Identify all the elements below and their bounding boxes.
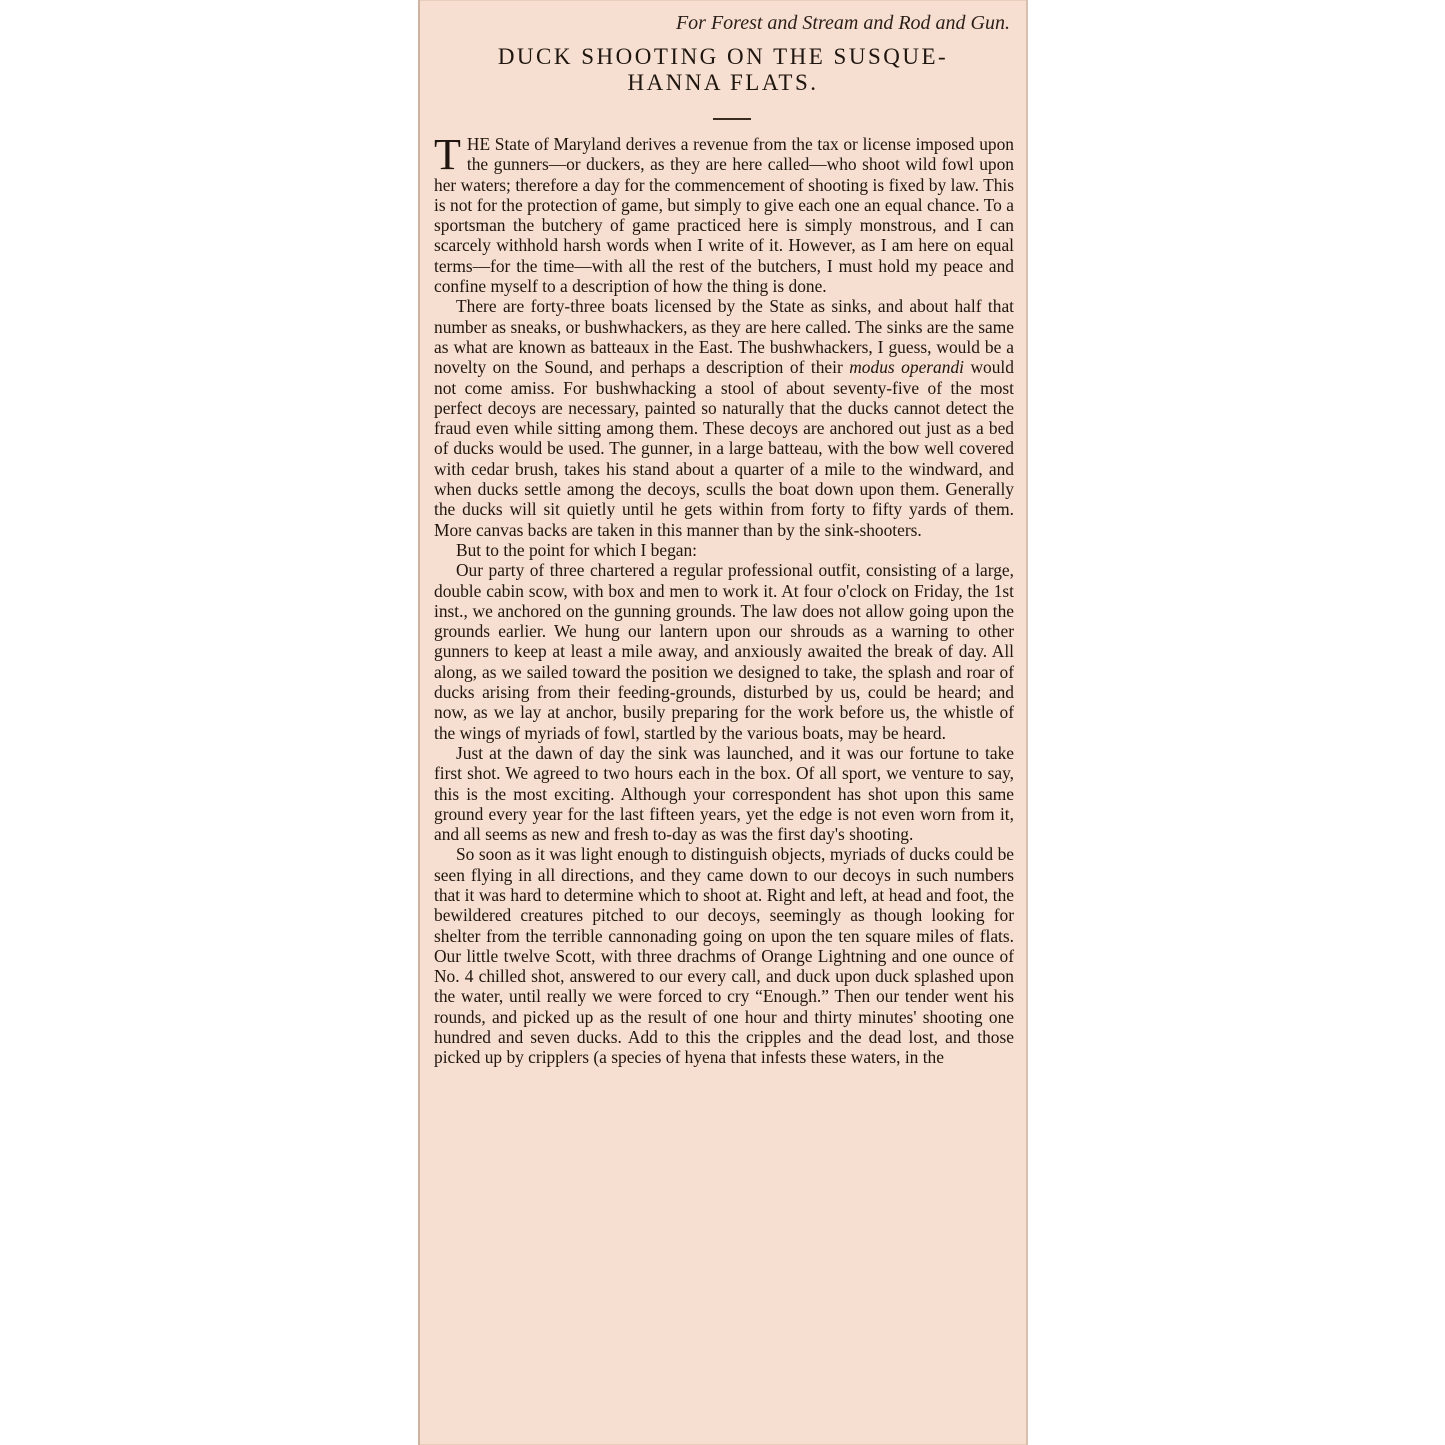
paragraph-4: Our party of three chartered a regular professional outfit, consisting of a large, double cabin scow, with box and men to work it. At four o'clock on Friday, the 1st inst., we anchored on the gunning grounds. The law does not allow going upon the grounds earlier. We hung our lantern upon our shrouds as a warning to other gunners to keep at least a mile away, and anxiously awaited the break of day. All along, as we sailed toward the position we designed to take, the splash and roar of ducks arising from their feeding-grounds, disturbed by us, could be heard; and now, as we lay at anchor, busily preparing for the work before us, the whistle of the wings of myriads of fowl, startled by the various boats, may be heard.: [434, 560, 1014, 743]
paragraph-2-text-b: would not come amiss. For bushwhacking a stool of about seventy-five of the most perfect decoys are necessary, painted so naturally that the ducks cannot detect the fraud even while sitting among them. These decoys are anchored out just as a bed of ducks would be used. The gunner, in a large batteau, with the bow well covered with cedar brush, takes his stand about a quarter of a mile to the windward, and when ducks settle among the decoys, sculls the boat down upon them. Generally the ducks will sit quietly until he gets within from forty to fifty yards of them. More canvas backs are taken in this manner than by the sink-shooters.: [434, 357, 1014, 540]
headline-divider: [713, 118, 751, 120]
paragraph-1-text: HE State of Maryland derives a revenue from the tax or license imposed upon the gunners—or duckers, as they are here called—who shoot wild fowl upon her waters; therefore a day for the commencement of shooting is fixed by law. This is not for the protection of game, but simply to give each one an equal chance. To a sportsman the butchery of game practiced here is simply monstrous, and I can scarcely withhold harsh words when I write of it. However, as I am here on equal terms—for the time—with all the rest of the butchers, I must hold my peace and confine myself to a description of how the thing is done.: [434, 134, 1014, 297]
article-body: [434, 130, 1014, 1068]
paragraph-3: But to the point for which I began:: [456, 539, 698, 560]
newspaper-clipping: [418, 0, 1028, 1445]
headline-line-2: HANNA FLATS.: [627, 70, 819, 95]
paragraph-2-text-a: There are forty-three boats licensed by the State as sinks, and about half that number as sneaks, or bushwhackers, as they are here called. The sinks are the same as what are known as batteaux in the East. The bushwhackers, I guess, would be a novelty on the Sound, and perhaps a description of their: [434, 296, 1014, 378]
drop-cap: T: [434, 130, 461, 179]
paragraph-2: [434, 296, 1014, 540]
paragraph-2-italic: modus operandi: [849, 357, 964, 378]
paragraph-1: [434, 130, 1014, 297]
paragraph-5: Just at the dawn of day the sink was launched, and it was our fortune to take first shot. We agreed to two hours each in the box. Of all sport, we venture to say, this is the most exciting. Although your correspondent has shot upon this same ground every year for the last fifteen years, yet the edge is not even worn from it, and all seems as new and fresh to-day as was the first day's shooting.: [434, 742, 1014, 845]
source-credit: For Forest and Stream and Rod and Gun.: [675, 12, 1010, 34]
article-headline: [418, 44, 1028, 96]
clipping-left-edge: [418, 0, 420, 1445]
headline-line-1: DUCK SHOOTING ON THE SUSQUE-: [497, 44, 949, 69]
clipping-right-edge: [1026, 0, 1028, 1445]
paragraph-6: So soon as it was light enough to distinguish objects, myriads of ducks could be seen flying in all directions, and they came down to our decoys in such numbers that it was hard to determine which to shoot at. Right and left, at head and foot, the bewildered creatures pitched to our decoys, seemingly as though looking for shelter from the terrible cannonading going on upon the ten square miles of flats. Our little twelve Scott, with three drachms of Orange Lightning and one ounce of No. 4 chilled shot, answered to our every call, and duck upon duck splashed upon the water, until really we were forced to cry “Enough.” Then our tender went his rounds, and picked up as the result of one hour and thirty minutes' shooting one hundred and seven ducks. Add to this the cripples and the dead lost, and those picked up by cripplers (a species of hyena that infests these waters, in the: [434, 844, 1014, 1068]
